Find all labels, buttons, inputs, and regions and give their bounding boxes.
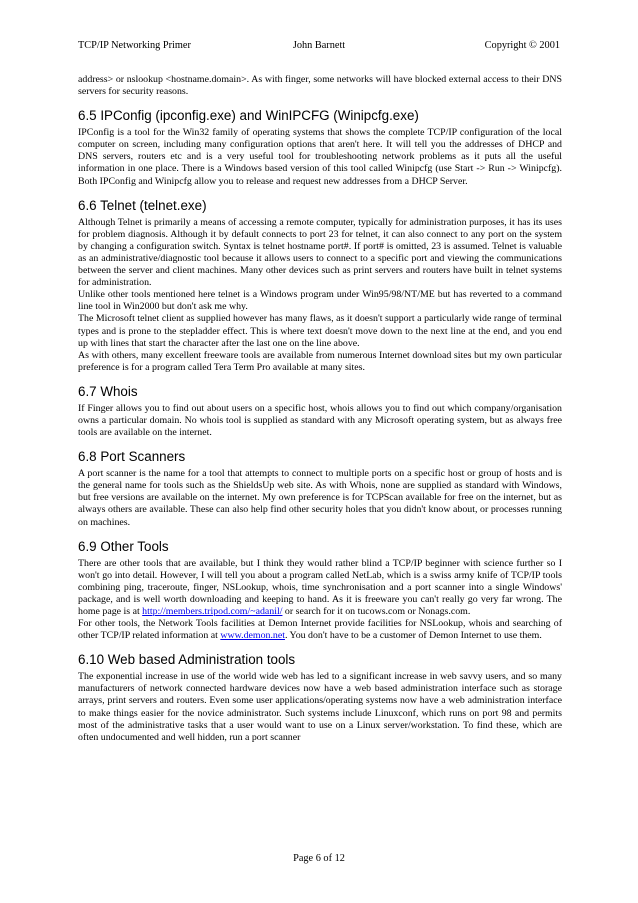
section-6-6-paragraph-3: The Microsoft telnet client as supplied however has many flaws, as it doesn't support a particularly wide range of terminal types and is prone to the stepladder effect. This is where text doesn't move down to the next line at the end, and you end up with lines that start the character after the last one on the line above.	[78, 313, 562, 349]
section-6-9-heading: 6.9 Other Tools	[78, 538, 169, 554]
intro-paragraph: address> or nslookup <hostname.domain>. As with finger, some networks will have blocked external access to their DNS servers for security reasons.	[78, 74, 562, 98]
netlab-text-after: or search for it on tucows.com or Nonags.com.	[282, 606, 471, 617]
header-doc-title: TCP/IP Networking Primer	[78, 40, 191, 51]
page-content	[78, 74, 562, 744]
demon-text: For other tools, the Network Tools facilities at Demon Internet provide facilities for NSLookup, whois and searching of other TCP/IP related information at	[78, 618, 562, 642]
netlab-homepage-link[interactable]: http://members.tripod.com/~adanil/	[142, 606, 283, 617]
demon-text-after: . You don't have to be a customer of Demon Internet to use them.	[284, 630, 542, 642]
netlab-text: There are other tools that are available, but I think they would rather blind a TCP/IP beginner with science further so I won't go into detail. However, I will tell you about a program called NetLab, which is a swiss army knife of TCP/IP tools combining ping, traceroute, finger, NSLookup, whois, time synchronisation and a port scanner into a single Windows' package, and is well worth downloading and keeping to hand. As it is freeware you can't really go very far wrong. The home page is at	[78, 557, 562, 617]
demon-link[interactable]: www.demon.net	[220, 630, 285, 642]
section-6-7-heading: 6.7 Whois	[78, 383, 138, 399]
section-6-6-paragraph-4: As with others, many excellent freeware tools are available from numerous Internet download sites but my own particular preference is for a program called Tera Term Pro available at many sites.	[78, 349, 562, 373]
section-6-6-paragraph-2: Unlike other tools mentioned here telnet is a Windows program under Win95/98/NT/ME but has reverted to a command line tool in Win2000 but don't ask me why.	[78, 289, 562, 313]
section-6-6-heading: 6.6 Telnet (telnet.exe)	[78, 197, 207, 213]
section-6-5-heading: 6.5 IPConfig (ipconfig.exe) and WinIPCFG (Winipcfg.exe)	[78, 108, 419, 124]
section-6-9-paragraph-2	[78, 618, 562, 642]
section-6-7-paragraph: If Finger allows you to find out about users on a specific host, whois allows you to find out which company/organisation owns a particular domain. No whois tool is supplied as standard with any Microsoft operating system, but as always free tools are available on the internet.	[78, 402, 562, 439]
section-6-6-paragraph-1: Although Telnet is primarily a means of accessing a remote computer, typically for administration purposes, it has its uses for problem diagnosis. Although it by default connects to port 23 for telnet, it can also connect to any port on the system by changing a configuration switch. Syntax is telnet hostname port#. If port# is omitted, 23 is assumed. Telnet is valuable as an administrative/diagnostic tool because it allows users to connect to a specific port and viewing the communications between the server and client machines. Many other devices such as print servers and routers have built in telnet systems for administration.	[78, 216, 562, 289]
section-6-9-paragraph-1	[78, 558, 562, 618]
section-6-5-paragraph: IPConfig is a tool for the Win32 family of operating systems that shows the complete TCP/IP configuration of the local computer on screen, including many configuration options that aren't here. It will tell you the addresses of DHCP and DNS servers, routers etc and is a very useful tool for troubleshooting network problems as it puts all the useful information in one place. There is a Windows based version of this tool called Winipcfg (use Start -> Run -> Winipcfg). Both IPConfig and Winipcfg allow you to release and request new addresses from a DHCP Server.	[78, 127, 562, 187]
section-6-8-paragraph: A port scanner is the name for a tool that attempts to connect to multiple ports on a specific host or group of hosts and is the general name for tools such as the ShieldsUp web site. As with Whois, none are supplied as standard with Windows, but free versions are available on the internet. My own preference is for TCPScan available for free on the internet, but as always others are available. These can also help find other security holes that you didn't know about, or processes running on machines.	[78, 468, 562, 528]
header-copyright: Copyright © 2001	[484, 40, 560, 51]
page-header	[78, 40, 560, 54]
header-author: John Barnett	[292, 40, 346, 51]
section-6-10-heading: 6.10 Web based Administration tools	[78, 652, 296, 668]
page-footer: Page 6 of 12	[293, 853, 345, 864]
section-6-8-heading: 6.8 Port Scanners	[78, 449, 186, 465]
section-6-10-paragraph: The exponential increase in use of the world wide web has led to a significant increase in web savvy users, and so many manufacturers of network connected hardware devices now have a web based administration interface such as storage arrays, print servers and routers. Even some user applications/operating systems now have a web administration interface to make things easier for the novice administrator. Such systems include Linuxconf, which runs on port 98 and permits most of the administrative tasks that a user would want to use on a Linux server/workstation. To find these, which are often undocumented and well hidden, run a port scanner	[78, 671, 562, 743]
